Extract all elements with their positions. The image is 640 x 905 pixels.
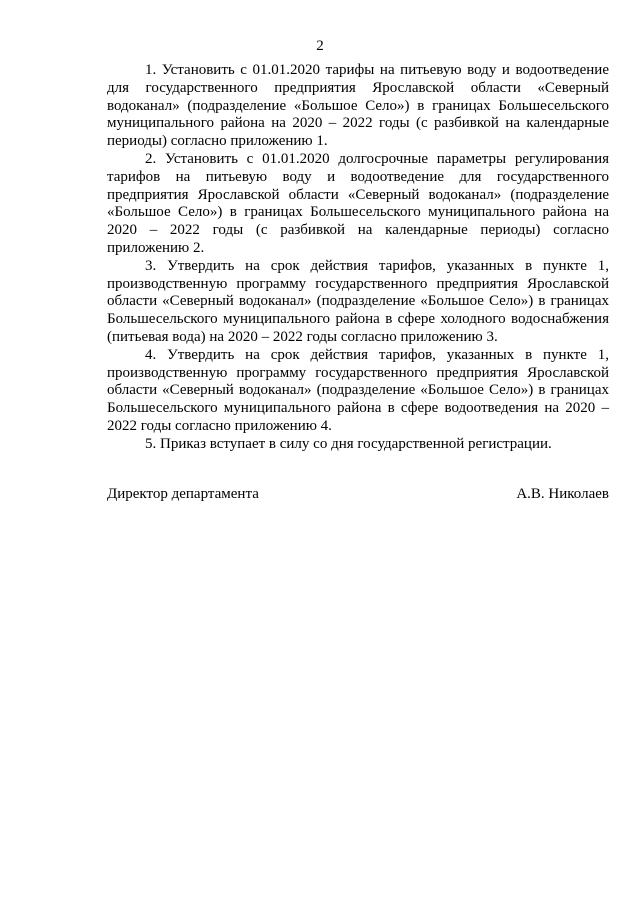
signatory-position: Директор департамента [107,486,259,502]
paragraph-3: 3. Утвердить на срок действия тарифов, указанных в пункте 1, производственную программу государственного предприятия Ярославской области «Северный водоканал» (подразделение «Большое Село») в границах Большесельского муниципального района в сфере холодного водоснабжения (питьевая вода) на 2020 – 2022 годы согласно приложению 3. [107,257,609,345]
paragraph-5: 5. Приказ вступает в силу со дня государственной регистрации. [145,435,552,452]
paragraph-1: 1. Установить с 01.01.2020 тарифы на питьевую воду и водоотведение для государственного предприятия Ярославской области «Северный водоканал» (подразделение «Большое Село») в границах Большесельского муниципального района на 2020 – 2022 годы (с разбивкой на календарные периоды) согласно приложению 1. [107,62,609,150]
document-body [107,62,609,454]
paragraph-2: 2. Установить с 01.01.2020 долгосрочные параметры регулирования тарифов на питьевую воду и водоотведение для государственного предприятия Ярославской области «Северный водоканал» (подразделение «Большое Село») в границах Большесельского муниципального района на 2020 – 2022 годы (с разбивкой на календарные периоды) согласно приложению 2. [107,150,609,256]
paragraph-4: 4. Утвердить на срок действия тарифов, указанных в пункте 1, производственную программу государственного предприятия Ярославской области «Северный водоканал» (подразделение «Большое Село») в границах Большесельского муниципального района в сфере водоотведения на 2020 – 2022 годы согласно приложению 4. [107,346,609,434]
page-number: 2 [316,38,324,54]
signatory-name: А.В. Николаев [516,486,609,502]
signature-block [107,485,609,503]
